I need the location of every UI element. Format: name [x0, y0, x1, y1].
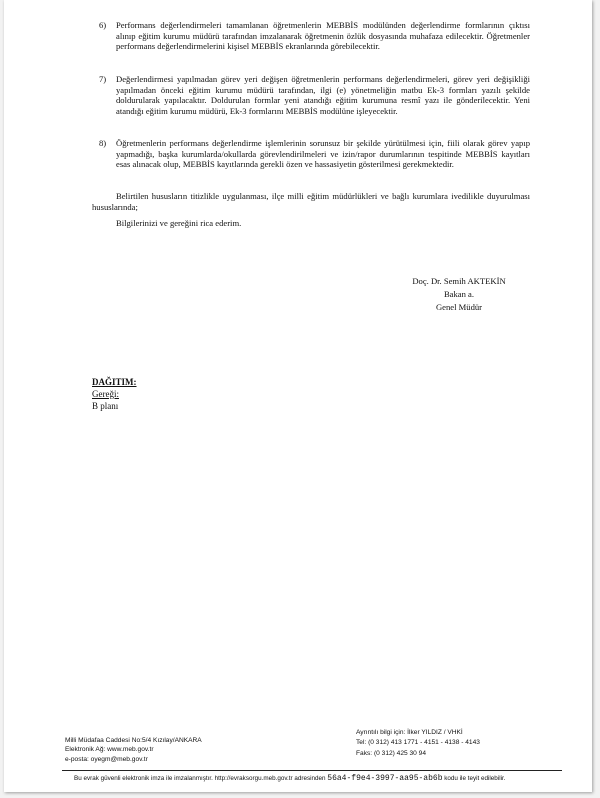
footer-network: Elektronik Ağ: www.meb.gov.tr: [65, 746, 154, 754]
verification-code: 56a4-f9e4-3997-aa95-ab6b: [327, 774, 443, 783]
signatory-title: Genel Müdür: [435, 302, 483, 312]
distribution-entry: B planı: [92, 401, 119, 411]
signatory-name: Doç. Dr. Semih AKTEKİN: [412, 276, 506, 286]
document-page: [4, 0, 592, 792]
closing-paragraph: Belirtilen hususların titizlikle uygulanması, ilçe milli eğitim müdürlükleri ve bağlı kurumlara ivedilikle duyurulması hususlarında;: [92, 191, 530, 212]
distribution-heading: DAĞITIM:: [92, 377, 137, 387]
distribution-subheading: Gereği:: [92, 389, 119, 399]
signatory-role: Bakan a.: [443, 289, 475, 299]
item-number-6: 6): [99, 20, 107, 30]
verification-prefix: Bu evrak güvenli elektronik imza ile imzalanmıştır. http://evraksorgu.meb.gov.tr adresinden: [74, 775, 326, 782]
distribution-block: [92, 376, 137, 412]
footer-contact-block: [356, 728, 556, 759]
verification-suffix: kodu ile teyit edilebilir.: [444, 775, 506, 782]
signature-block: [384, 275, 534, 314]
footer-divider: [62, 770, 562, 771]
closing-request: Bilgilerinizi ve gereğini rica ederim.: [116, 218, 242, 228]
footer-phone: Tel: (0 312) 413 1771 - 4151 - 4138 - 4143: [356, 739, 480, 747]
item-number-7: 7): [99, 74, 107, 84]
item-number-8: 8): [99, 138, 107, 148]
footer-email: e-posta: oyegm@meb.gov.tr: [65, 755, 148, 763]
item-6-text: Performans değerlendirmeleri tamamlanan öğretmenlerin MEBBİS modülünden değerlendirme formlarının çıktısı alınıp eğitim kurumu müdürü tarafından imzalanarak öğretmenin özlük dosyasında muhafaza edilecektir. Öğretmenler performans değerlendirmelerini kişisel MEBBİS ekranlarında görebilecektir.: [116, 20, 530, 52]
footer-address-block: [65, 736, 315, 764]
footer-contact-person: Ayrıntılı bilgi için: İlker YILDIZ / VHKİ: [356, 729, 463, 736]
footer-fax: Faks: (0 312) 425 30 94: [356, 749, 427, 757]
item-7-text: Değerlendirmesi yapılmadan görev yeri değişen öğretmenlerin performans değerlendirmeleri, görev yeri değişikliği yapılmadan önceki eğitim kurumu müdürü tarafından, ilgi (e) yönetmeliğin matbu Ek-3 formları yazılı şekilde doldurularak yapılacaktır. Doldurulan formlar yeni atandığı eğitim kurumuna resmî yazı ile gönderilecektir. Yeni atandığı eğitim kurumu müdürü, Ek-3 formlarını MEBBİS modülüne işleyecektir.: [116, 74, 530, 116]
item-8-text: Öğretmenlerin performans değerlendirme işlemlerinin sorunsuz bir şekilde yürütülmesi için, fiili olarak görev yapıp yapmadığı, başka kurumlarda/okullarda görevlendirilmeleri ve izin/rapor durumlarının tespitinde MEBBİS kayıtları esas alınacak olup, MEBBİS kayıtlarında gerekli özen ve hassasiyetin gösterilmesi gerekmektedir.: [116, 138, 530, 170]
verification-line: [74, 774, 574, 783]
footer-address: Milli Müdafaa Caddesi No:5/4 Kızılay/ANKARA: [65, 737, 202, 744]
